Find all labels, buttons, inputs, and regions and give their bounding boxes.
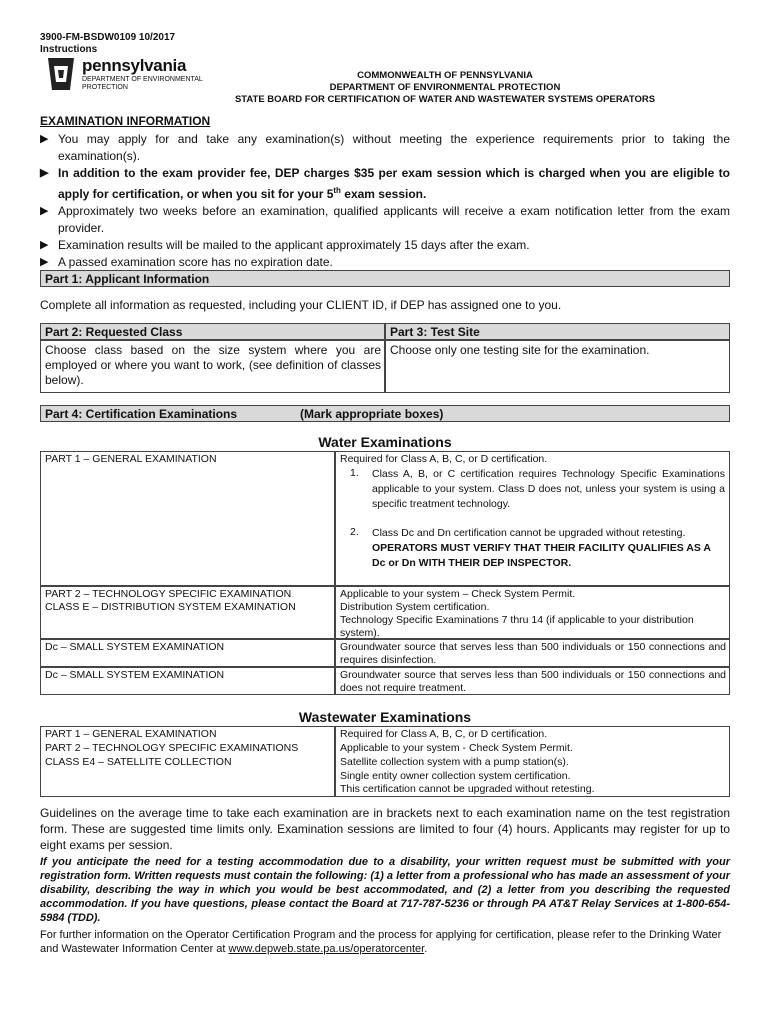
part3-box (385, 340, 730, 393)
logo-sub-line2: PROTECTION (82, 84, 128, 91)
form-type: Instructions (40, 44, 98, 55)
form-id: 3900-FM-BSDW0109 10/2017 (40, 32, 176, 43)
water-r2-left: PART 2 – TECHNOLOGY SPECIFIC EXAMINATION CLASS E – DISTRIBUTION SYSTEM EXAMINATION (40, 586, 335, 639)
operator-center-link[interactable]: www.depweb.state.pa.us/operatorcenter (228, 943, 425, 955)
guidelines-text: Guidelines on the average time to take each examination are in brackets next to each examination name on the test registration form. These are suggested time limits only. Examination sessions are limited to four (4) hours. Applicants may register for up to eight exams per session. (40, 806, 730, 852)
exam-info-title: EXAMINATION INFORMATION (40, 114, 211, 128)
water-r3-left: Dc – SMALL SYSTEM EXAMINATION (40, 639, 335, 667)
part4-note: (Mark appropriate boxes) (300, 407, 444, 421)
water-title: Water Examinations (318, 434, 452, 450)
triangle-bullet-icon: ▶ (40, 133, 49, 145)
list-item: ▶ Examination results will be mailed to the applicant approximately 15 days after the exam. (40, 238, 530, 252)
triangle-bullet-icon: ▶ (40, 205, 49, 217)
water-r1-right: Required for Class A, B, C, or D certification. 1. Class A, B, or C certification requires Technology Specific Examinations applicable to your system. Class D does not, unless your system is using a specific treatment technology. 2. Class Dc and Dn certification cannot be upgraded without retesting. OPERATORS MUST VERIFY THAT THEIR FACILITY QUALIFIES AS A Dc or Dn WITH THEIR DEP INSPECTOR. (335, 451, 730, 586)
triangle-bullet-icon: ▶ (40, 256, 49, 268)
heading-line3: STATE BOARD FOR CERTIFICATION OF WATER AND WASTEWATER SYSTEMS OPERATORS (234, 94, 656, 105)
water-r2-right: Applicable to your system – Check System Permit. Distribution System certification. Technology Specific Examinations 7 thru 14 (if applicable to your distribution system). (335, 586, 730, 639)
wastewater-right: Required for Class A, B, C, or D certification. Applicable to your system - Check System Permit. Satellite collection system with a pump station(s). Single entity owner collection system certification. This certification cannot be upgraded without retesting. (335, 726, 730, 797)
list-item: ▶ A passed examination score has no expiration date. (40, 255, 333, 269)
water-r4-right: Groundwater source that serves less than 500 individuals or 150 connections and does not require treatment. (335, 667, 730, 695)
wastewater-left: PART 1 – GENERAL EXAMINATION PART 2 – TECHNOLOGY SPECIFIC EXAMINATIONS CLASS E4 – SATELLITE COLLECTION (40, 726, 335, 797)
part1-text: Complete all information as requested, including your CLIENT ID, if DEP has assigned one to you. (40, 298, 562, 312)
triangle-bullet-icon: ▶ (40, 167, 49, 179)
part4-header (40, 405, 730, 422)
exam-info-list (40, 131, 730, 271)
part2-box (40, 340, 385, 393)
list-item: ▶ Approximately two weeks before an examination, qualified applicants will receive a exam notification letter from the exam provider. (40, 204, 730, 235)
form-page (40, 32, 730, 955)
part1-header: Part 1: Applicant Information (40, 270, 730, 287)
water-r3-right: Groundwater source that serves less than 500 individuals or 150 connections and requires disinfection. (335, 639, 730, 667)
list-item: ▶ You may apply for and take any examination(s) without meeting the experience requirements prior to taking the examination(s). (40, 132, 730, 163)
further-info: For further information on the Operator Certification Program and the process for applying for certification, please refer to the Drinking Water and Wastewater Information Center at www.depweb.state.pa.us/operatorcenter. (40, 929, 722, 955)
list-item: ▶ In addition to the exam provider fee, DEP charges $35 per exam session which is charged when you are eligible to apply for certification, or when you sit for your 5th exam session. (40, 166, 730, 201)
triangle-bullet-icon: ▶ (40, 239, 49, 251)
heading-line2: DEPARTMENT OF ENVIRONMENTAL PROTECTION (329, 82, 561, 93)
keystone-icon (46, 56, 76, 92)
part2-text: Choose class based on the size system where you are employed or where you want to work, (see definition of classes below). (45, 343, 381, 387)
agency-heading (160, 70, 730, 106)
part2-header: Part 2: Requested Class (40, 323, 385, 340)
water-r4-left: Dc – SMALL SYSTEM EXAMINATION (40, 667, 335, 695)
logo-sub-line1: DEPARTMENT OF ENVIRONMENTAL (82, 76, 203, 83)
heading-line1: COMMONWEALTH OF PENNSYLVANIA (357, 70, 533, 81)
part3-text: Choose only one testing site for the examination. (390, 343, 650, 357)
part3-header: Part 3: Test Site (385, 323, 730, 340)
accommodation-text: If you anticipate the need for a testing accommodation due to a disability, your written request must be submitted with your registration form. Written requests must contain the following: (1) a letter from a professional who has made an assessment of your disability, describing the way in which you would be best accommodated, and (2) a letter from you describing the requested accommodation. If you have questions, please contact the Board at 717-787-5236 or through PA AT&T Relay Services at 1-800-654-5984 (TDD). (40, 856, 730, 924)
water-r1-left: PART 1 – GENERAL EXAMINATION (40, 451, 335, 586)
part4-title: Part 4: Certification Examinations (45, 407, 238, 421)
wastewater-title: Wastewater Examinations (298, 709, 472, 725)
logo-wordmark: pennsylvania (82, 56, 187, 75)
